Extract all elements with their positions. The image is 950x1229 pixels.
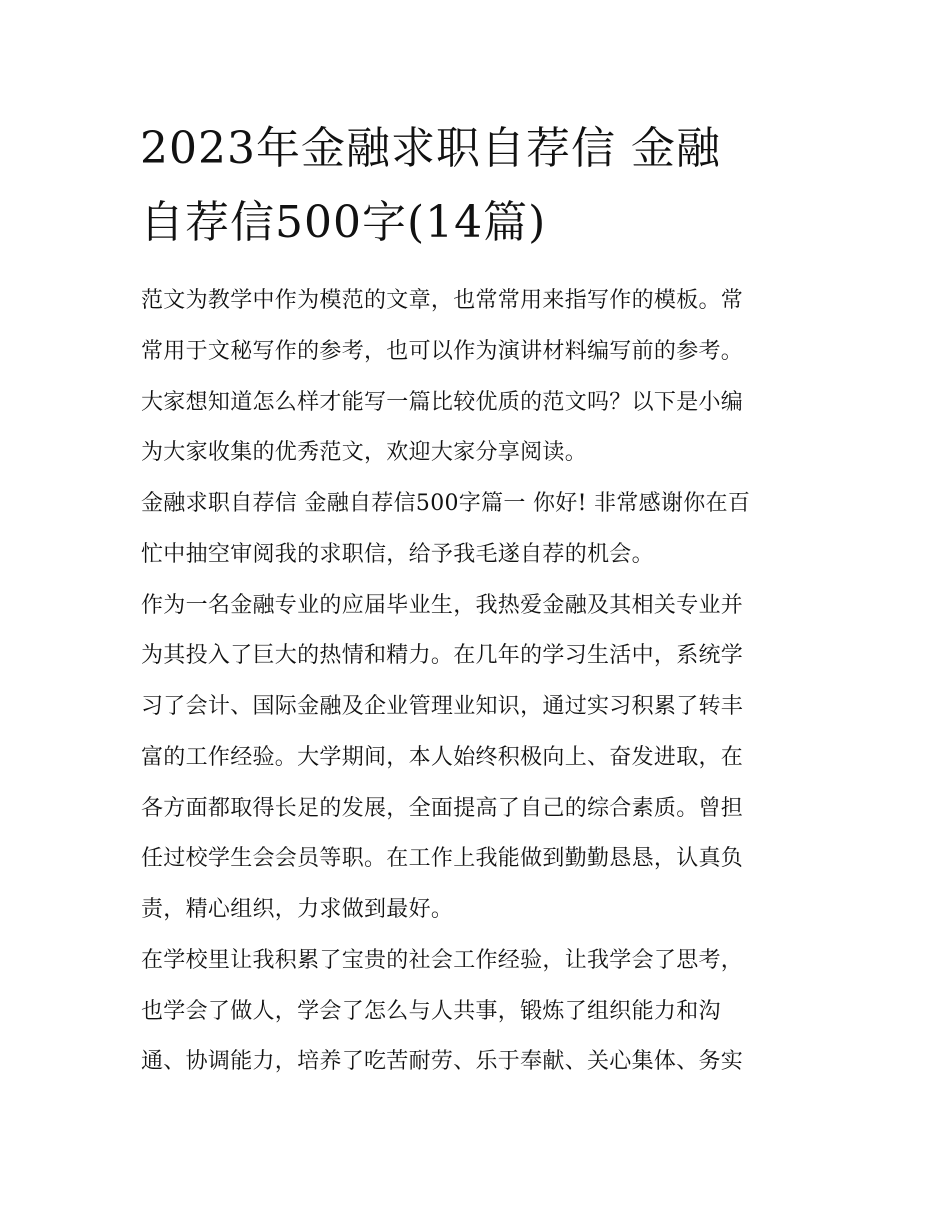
page-title: [140, 112, 840, 260]
text-line: 范文为教学中作为模范的文章，也常常用来指写作的模板。常: [141, 288, 744, 313]
document-body: [141, 276, 821, 1088]
text-line: 忙中抽空审阅我的求职信，给予我毛遂自荐的机会。: [141, 541, 654, 567]
paragraph-background: [141, 581, 821, 936]
text-line: 责，精心组织，力求做到最好。: [141, 897, 454, 922]
text-line: 在学校里让我积累了宝贵的社会工作经验，让我学会了思考，: [141, 947, 744, 973]
text-line: 富的工作经验。大学期间，本人始终积极向上、奋发进取，在: [141, 744, 744, 770]
text-line: 为其投入了巨大的热情和精力。在几年的学习生活中，系统学: [141, 643, 744, 669]
text-line: 各方面都取得长足的发展，全面提高了自己的综合素质。曾担: [141, 795, 744, 821]
text-line: 常用于文秘写作的参考，也可以作为演讲材料编写前的参考。: [141, 338, 744, 364]
text-line: 金融求职自荐信 金融自荐信500字篇一 你好! 非常感谢你在百: [141, 491, 751, 516]
text-line: 也学会了做人，学会了怎么与人共事，锻炼了组织能力和沟: [141, 998, 721, 1024]
paragraph-experience: [141, 936, 821, 1088]
text-line: 习了会计、国际金融及企业管理业知识，通过实习积累了转丰: [141, 694, 744, 719]
text-line: 任过校学生会会员等职。在工作上我能做到勤勤恳恳，认真负: [141, 846, 744, 872]
text-line: 为大家收集的优秀范文，欢迎大家分享阅读。: [141, 440, 588, 466]
text-line: 通、协调能力，培养了吃苦耐劳、乐于奉献、关心集体、务实: [141, 1049, 744, 1075]
title-line: 2023年金融求职自荐信 金融: [140, 123, 721, 174]
text-line: 大家想知道怎么样才能写一篇比较优质的范文吗？以下是小编: [141, 389, 744, 415]
title-line: 自荐信500字(14篇): [140, 197, 547, 248]
paragraph-intro: [141, 276, 821, 479]
paragraph-greeting: [141, 479, 821, 581]
text-line: 作为一名金融专业的应届毕业生，我热爱金融及其相关专业并: [141, 592, 744, 618]
